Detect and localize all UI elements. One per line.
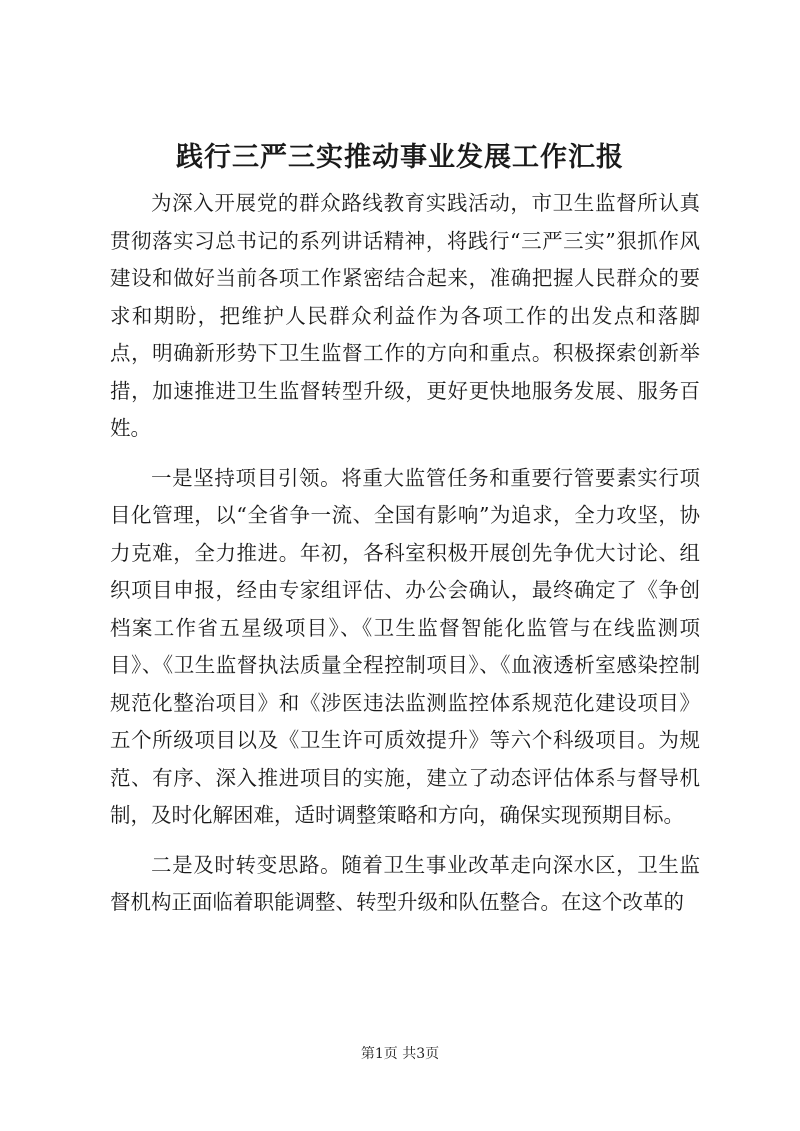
document-title: 践行三严三实推动事业发展工作汇报 [176,142,624,173]
paragraph-intro: 为深入开展党的群众路线教育实践活动，市卫生监督所认真贯彻落实习总书记的系列讲话精神，将践行“三严三实”狠抓作风建设和做好当前各项工作紧密结合起来，准确把握人民群众的要求和期盼，把维护人民群众利益作为各项工作的出发点和落脚点，明确新形势下卫生监督工作的方向和重点。积极探索创新举措，加速推进卫生监督转型升级，更好更快地服务发展、服务百姓。 [110,191,700,440]
paragraph-change-thinking: 二是及时转变思路。随着卫生事业改革走向深水区，卫生监督机构正面临着职能调整、转型升级和队伍整合。在这个改革的 [110,852,700,914]
page-footer: 第1页 共3页 [360,1046,440,1062]
paragraph-project-leadership: 一是坚持项目引领。将重大监管任务和重要行管要素实行项目化管理，以“全省争一流、全国有影响”为追求，全力攻坚，协力克难，全力推进。年初，各科室积极开展创先争优大讨论、组织项目申报，经由专家组评估、办公会确认，最终确定了《争创档案工作省五星级项目》、《卫生监督智能化监管与在线监测项目》、《卫生监督执法质量全程控制项目》、《血液透析室感染控制规范化整治项目》和《涉医违法监测监控体系规范化建设项目》五个所级项目以及《卫生许可质效提升》等六个科级项目。为规范、有序、深入推进项目的实施，建立了动态评估体系与督导机制，及时化解困难，适时调整策略和方向，确保实现预期目标。 [110,465,700,827]
document-body [110,185,700,934]
